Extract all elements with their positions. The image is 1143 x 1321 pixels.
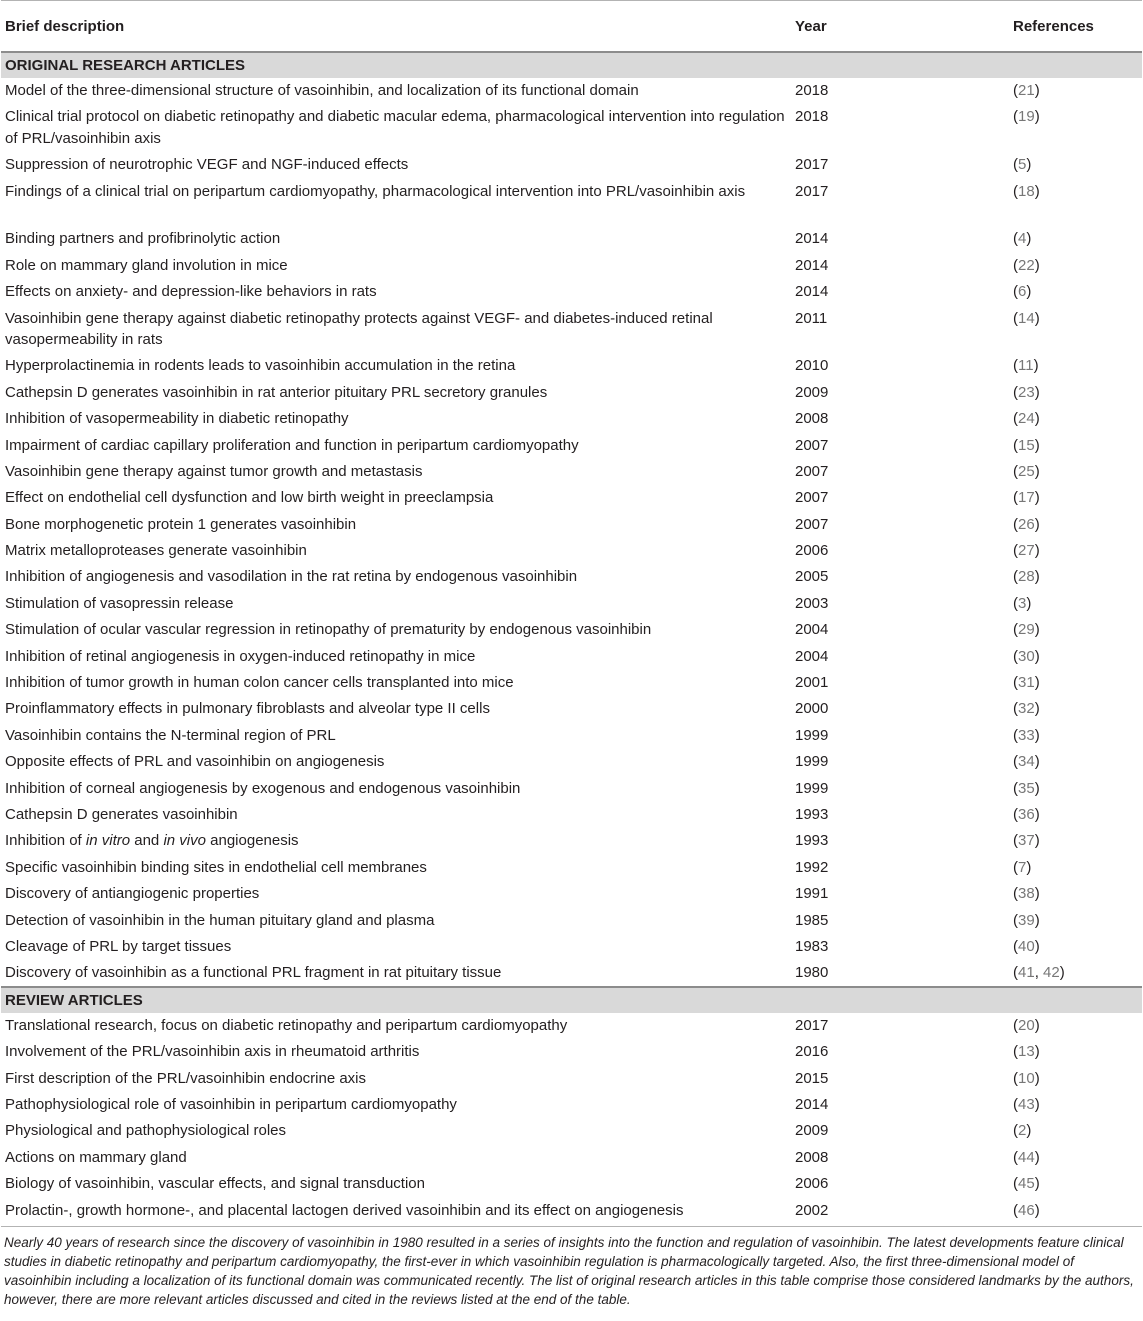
description-cell: Discovery of antiangiogenic properties (5, 885, 260, 903)
table-row (1, 406, 1142, 432)
table-row (1, 934, 1142, 960)
reference-link[interactable]: 25 (1018, 462, 1035, 480)
references-cell: (30) (1013, 647, 1040, 665)
description-cell: Actions on mammary gland (5, 1148, 187, 1166)
year-cell: 1999 (795, 779, 829, 797)
year-cell: 2018 (795, 82, 829, 99)
reference-link[interactable]: 19 (1018, 108, 1035, 126)
table-row (1, 1039, 1142, 1065)
description-cell: Vasoinhibin contains the N-terminal region of PRL (5, 726, 336, 744)
table-row (1, 723, 1142, 749)
table-row (1, 855, 1142, 881)
references-cell: (2) (1013, 1122, 1032, 1140)
table-row (1, 279, 1142, 305)
reference-link[interactable]: 34 (1018, 753, 1035, 771)
reference-link[interactable]: 2 (1018, 1122, 1027, 1140)
references-cell: (34) (1013, 753, 1040, 771)
description-cell: Stimulation of vasopressin release (5, 594, 234, 612)
references-cell: (31) (1013, 674, 1040, 692)
table-row (1, 1118, 1142, 1144)
description-cell: Cathepsin D generates vasoinhibin in rat anterior pituitary PRL secretory granules (5, 383, 548, 401)
references-cell: (22) (1013, 256, 1040, 274)
reference-link[interactable]: 46 (1018, 1201, 1035, 1219)
section-header-row (1, 52, 1142, 78)
references-cell: (19) (1013, 108, 1040, 126)
description-cell: Inhibition of tumor growth in human colon cancer cells transplanted into mice (5, 674, 514, 692)
references-cell: (43) (1013, 1096, 1040, 1113)
year-cell: 2009 (795, 383, 829, 401)
description-cell: Effects on anxiety- and depression-like behaviors in rats (5, 283, 377, 301)
table-row (1, 1145, 1142, 1171)
references-cell: (25) (1013, 462, 1040, 480)
description-cell: Proinflammatory effects in pulmonary fibroblasts and alveolar type II cells (5, 700, 490, 718)
table-row (1, 253, 1142, 279)
description-cell: Inhibition of in vitro and in vivo angiogenesis (5, 832, 299, 850)
table-row (1, 104, 1142, 152)
table-row (1, 696, 1142, 722)
year-cell: 2004 (795, 647, 829, 665)
reference-link[interactable]: 15 (1018, 436, 1035, 454)
references-cell: (36) (1013, 805, 1040, 823)
reference-link[interactable]: 31 (1018, 674, 1035, 692)
column-header-description: Brief description (1, 1, 795, 53)
table-row (1, 828, 1142, 854)
table-row (1, 226, 1142, 252)
description-cell: Discovery of vasoinhibin as a functional PRL fragment in rat pituitary tissue (5, 964, 502, 982)
references-cell: (35) (1013, 779, 1040, 797)
year-cell: 2017 (795, 156, 829, 174)
description-cell: Role on mammary gland involution in mice (5, 256, 288, 274)
description-cell: Effect on endothelial cell dysfunction and low birth weight in preeclampsia (5, 489, 494, 507)
reference-link[interactable]: 17 (1018, 489, 1035, 507)
references-cell: (7) (1013, 858, 1032, 876)
year-cell: 2015 (795, 1069, 829, 1087)
year-cell: 2007 (795, 436, 829, 454)
reference-link[interactable]: 26 (1018, 515, 1035, 533)
table-row (1, 749, 1142, 775)
year-cell: 2017 (795, 182, 829, 200)
year-cell: 2018 (795, 108, 829, 126)
year-cell: 2014 (795, 283, 829, 301)
table-row (1, 1198, 1142, 1227)
description-cell: Clinical trial protocol on diabetic retinopathy and diabetic macular edema, pharmacological intervention into regulation of PRL/vasoinhibin axis (5, 108, 785, 147)
year-cell: 2005 (795, 568, 829, 586)
references-cell: (41, 42) (1013, 964, 1065, 982)
year-cell: 2014 (795, 256, 829, 274)
description-cell: Matrix metalloproteases generate vasoinhibin (5, 542, 307, 560)
reference-link[interactable]: 4 (1018, 230, 1027, 248)
table-row (1, 353, 1142, 379)
description-cell: Inhibition of retinal angiogenesis in oxygen-induced retinopathy in mice (5, 647, 476, 665)
reference-link[interactable]: 45 (1018, 1175, 1035, 1193)
reference-link[interactable]: 42 (1043, 964, 1060, 982)
reference-link[interactable]: 23 (1018, 383, 1035, 401)
references-cell: (20) (1013, 1016, 1040, 1034)
references-cell: (39) (1013, 911, 1040, 929)
reference-link[interactable]: 38 (1018, 885, 1035, 903)
reference-link[interactable]: 11 (1018, 357, 1034, 375)
description-cell: Physiological and pathophysiological roles (5, 1122, 287, 1140)
reference-link[interactable]: 33 (1018, 726, 1035, 744)
table-header (1, 1, 1142, 53)
year-cell: 1993 (795, 805, 829, 823)
description-cell: Bone morphogenetic protein 1 generates vasoinhibin (5, 515, 357, 533)
description-cell: Binding partners and profibrinolytic action (5, 230, 281, 248)
table-footnote: Nearly 40 years of research since the discovery of vasoinhibin in 1980 resulted in a series of insights into the function and regulation of vasoinhibin. The latest developments feature clinical studies in diabetic retinopathy and peripartum cardiomyopathy, the first-ever in which vasoinhibin regulation is pharmacologically targeted. Also, the first three-dimensional model of vasoinhibin including a localization of its functional domain was communicated recently. The list of original research articles in this table comprise those considered landmarks by the authors, however, there are more relevant articles discussed and cited in the reviews listed at the end of the table. (4, 1235, 1134, 1308)
reference-link[interactable]: 40 (1018, 937, 1035, 955)
reference-link[interactable]: 28 (1018, 568, 1035, 586)
references-cell: (21) (1013, 82, 1040, 99)
year-cell: 2009 (795, 1122, 829, 1140)
description-cell: Cleavage of PRL by target tissues (5, 937, 232, 955)
reference-link[interactable]: 10 (1018, 1069, 1035, 1087)
description-cell: Suppression of neurotrophic VEGF and NGF-induced effects (5, 156, 409, 174)
references-cell: (10) (1013, 1069, 1040, 1087)
year-cell: 1999 (795, 753, 829, 771)
reference-link[interactable]: 20 (1018, 1016, 1035, 1034)
year-cell: 1992 (795, 858, 829, 876)
references-cell: (40) (1013, 937, 1040, 955)
table-row (1, 538, 1142, 564)
references-table (1, 0, 1142, 1227)
year-cell: 2008 (795, 1148, 829, 1166)
description-cell: Stimulation of ocular vascular regression in retinopathy of prematurity by endogenous vasoinhibin (5, 621, 652, 639)
year-cell: 1991 (795, 885, 829, 903)
reference-link[interactable]: 32 (1018, 700, 1035, 718)
references-cell: (45) (1013, 1175, 1040, 1193)
table-row (1, 881, 1142, 907)
reference-link[interactable]: 21 (1018, 82, 1035, 99)
table-row (1, 433, 1142, 459)
description-cell: Findings of a clinical trial on peripartum cardiomyopathy, pharmacological intervention into PRL/vasoinhibin axis (5, 182, 746, 200)
reference-link[interactable]: 14 (1018, 309, 1035, 327)
references-cell: (5) (1013, 156, 1032, 174)
references-cell: (11) (1013, 357, 1039, 375)
description-cell: Impairment of cardiac capillary proliferation and function in peripartum cardiomyopathy (5, 436, 579, 454)
section-title: REVIEW ARTICLES (1, 987, 1142, 1013)
reference-link[interactable]: 29 (1018, 621, 1035, 639)
year-cell: 2007 (795, 489, 829, 507)
year-cell: 1985 (795, 911, 829, 929)
references-cell: (6) (1013, 283, 1032, 301)
references-cell: (29) (1013, 621, 1040, 639)
description-cell: Prolactin-, growth hormone-, and placental lactogen derived vasoinhibin and its effect on angiogenesis (1, 1198, 795, 1227)
references-cell: (28) (1013, 568, 1040, 586)
description-cell: Vasoinhibin gene therapy against diabetic retinopathy protects against VEGF- and diabetes-induced retinal vasopermeability in rats (5, 309, 713, 349)
table-row (1, 78, 1142, 104)
references-cell: (33) (1013, 726, 1040, 744)
description-cell: Inhibition of vasopermeability in diabetic retinopathy (5, 410, 349, 428)
table-row (1, 670, 1142, 696)
references-cell: (32) (1013, 700, 1040, 718)
year-cell: 2006 (795, 1175, 829, 1193)
section-header-row (1, 987, 1142, 1013)
references-cell: (15) (1013, 436, 1040, 454)
year-cell: 2017 (795, 1016, 829, 1034)
description-cell: Involvement of the PRL/vasoinhibin axis in rheumatoid arthritis (5, 1043, 420, 1061)
table-row (1, 617, 1142, 643)
references-table-container (1, 0, 1142, 1309)
references-cell: (27) (1013, 542, 1040, 560)
year-cell: 2006 (795, 542, 829, 560)
table-row (1, 960, 1142, 987)
table-row (1, 1092, 1142, 1118)
year-cell: 2000 (795, 700, 829, 718)
column-header-year: Year (795, 1, 1013, 53)
description-cell: Opposite effects of PRL and vasoinhibin on angiogenesis (5, 753, 385, 771)
reference-link[interactable]: 35 (1018, 779, 1035, 797)
table-row (1, 564, 1142, 590)
table-row (1, 152, 1142, 178)
references-cell: (13) (1013, 1043, 1040, 1061)
reference-link[interactable]: 30 (1018, 647, 1035, 665)
reference-link[interactable]: 27 (1018, 542, 1035, 560)
reference-link[interactable]: 36 (1018, 805, 1035, 823)
year-cell: 2008 (795, 410, 829, 428)
year-cell: 2014 (795, 1096, 829, 1113)
references-cell: (4) (1013, 230, 1032, 248)
table-row (1, 1171, 1142, 1197)
description-cell: Cathepsin D generates vasoinhibin (5, 805, 238, 823)
reference-link[interactable]: 22 (1018, 256, 1035, 274)
table-row (1, 776, 1142, 802)
reference-link[interactable]: 44 (1018, 1148, 1035, 1166)
references-cell: (3) (1013, 594, 1032, 612)
table-row (1, 1013, 1142, 1039)
description-cell: Inhibition of angiogenesis and vasodilation in the rat retina by endogenous vasoinhibin (5, 568, 578, 586)
description-cell: Inhibition of corneal angiogenesis by exogenous and endogenous vasoinhibin (5, 779, 521, 797)
year-cell: 2014 (795, 230, 829, 248)
description-cell: Model of the three-dimensional structure of vasoinhibin, and localization of its functional domain (5, 82, 639, 99)
year-cell: 2010 (795, 357, 829, 375)
table-row (1, 306, 1142, 354)
references-cell: (23) (1013, 383, 1040, 401)
references-cell: (17) (1013, 489, 1040, 507)
reference-link[interactable]: 13 (1018, 1043, 1035, 1061)
reference-link[interactable]: 6 (1018, 283, 1027, 301)
description-cell: Pathophysiological role of vasoinhibin in peripartum cardiomyopathy (5, 1096, 457, 1113)
reference-link[interactable]: 5 (1018, 156, 1027, 174)
table-row (1, 644, 1142, 670)
year-cell: 2016 (795, 1043, 829, 1061)
references-cell: (46) (1013, 1198, 1142, 1227)
description-cell: First description of the PRL/vasoinhibin endocrine axis (5, 1069, 367, 1087)
year-cell: 2004 (795, 621, 829, 639)
references-cell: (26) (1013, 515, 1040, 533)
description-cell: Specific vasoinhibin binding sites in endothelial cell membranes (5, 858, 427, 876)
year-cell: 1980 (795, 964, 829, 982)
year-cell: 2007 (795, 515, 829, 533)
year-cell: 2002 (795, 1198, 1013, 1227)
table-row (1, 512, 1142, 538)
table-row (1, 380, 1142, 406)
reference-link[interactable]: 41 (1018, 964, 1035, 982)
year-cell: 1983 (795, 937, 829, 955)
year-cell: 1993 (795, 832, 829, 850)
references-cell: (44) (1013, 1148, 1040, 1166)
reference-link[interactable]: 18 (1018, 182, 1035, 200)
table-row (1, 1066, 1142, 1092)
year-cell: 2001 (795, 674, 829, 692)
reference-link[interactable]: 43 (1018, 1096, 1035, 1113)
reference-link[interactable]: 24 (1018, 410, 1035, 428)
references-cell: (38) (1013, 885, 1040, 903)
description-cell: Detection of vasoinhibin in the human pituitary gland and plasma (5, 911, 435, 929)
references-cell: (14) (1013, 309, 1040, 327)
table-row (1, 179, 1142, 227)
year-cell: 2003 (795, 594, 829, 612)
description-cell: Vasoinhibin gene therapy against tumor growth and metastasis (5, 462, 423, 480)
reference-link[interactable]: 37 (1018, 832, 1035, 850)
table-row (1, 802, 1142, 828)
reference-link[interactable]: 39 (1018, 911, 1035, 929)
references-cell: (18) (1013, 182, 1040, 200)
table-row (1, 459, 1142, 485)
reference-link[interactable]: 3 (1018, 594, 1027, 612)
references-cell: (37) (1013, 832, 1040, 850)
table-row (1, 908, 1142, 934)
table-row (1, 591, 1142, 617)
table-body (1, 52, 1142, 1227)
section-title: ORIGINAL RESEARCH ARTICLES (1, 52, 1142, 78)
description-cell: Biology of vasoinhibin, vascular effects, and signal transduction (5, 1175, 425, 1193)
year-cell: 1999 (795, 726, 829, 744)
table-row (1, 485, 1142, 511)
description-cell: Hyperprolactinemia in rodents leads to vasoinhibin accumulation in the retina (5, 357, 516, 375)
year-cell: 2011 (795, 309, 828, 327)
references-cell: (24) (1013, 410, 1040, 428)
description-cell: Translational research, focus on diabetic retinopathy and peripartum cardiomyopathy (5, 1016, 568, 1034)
year-cell: 2007 (795, 462, 829, 480)
column-header-references: References (1013, 1, 1142, 53)
reference-link[interactable]: 7 (1018, 858, 1027, 876)
